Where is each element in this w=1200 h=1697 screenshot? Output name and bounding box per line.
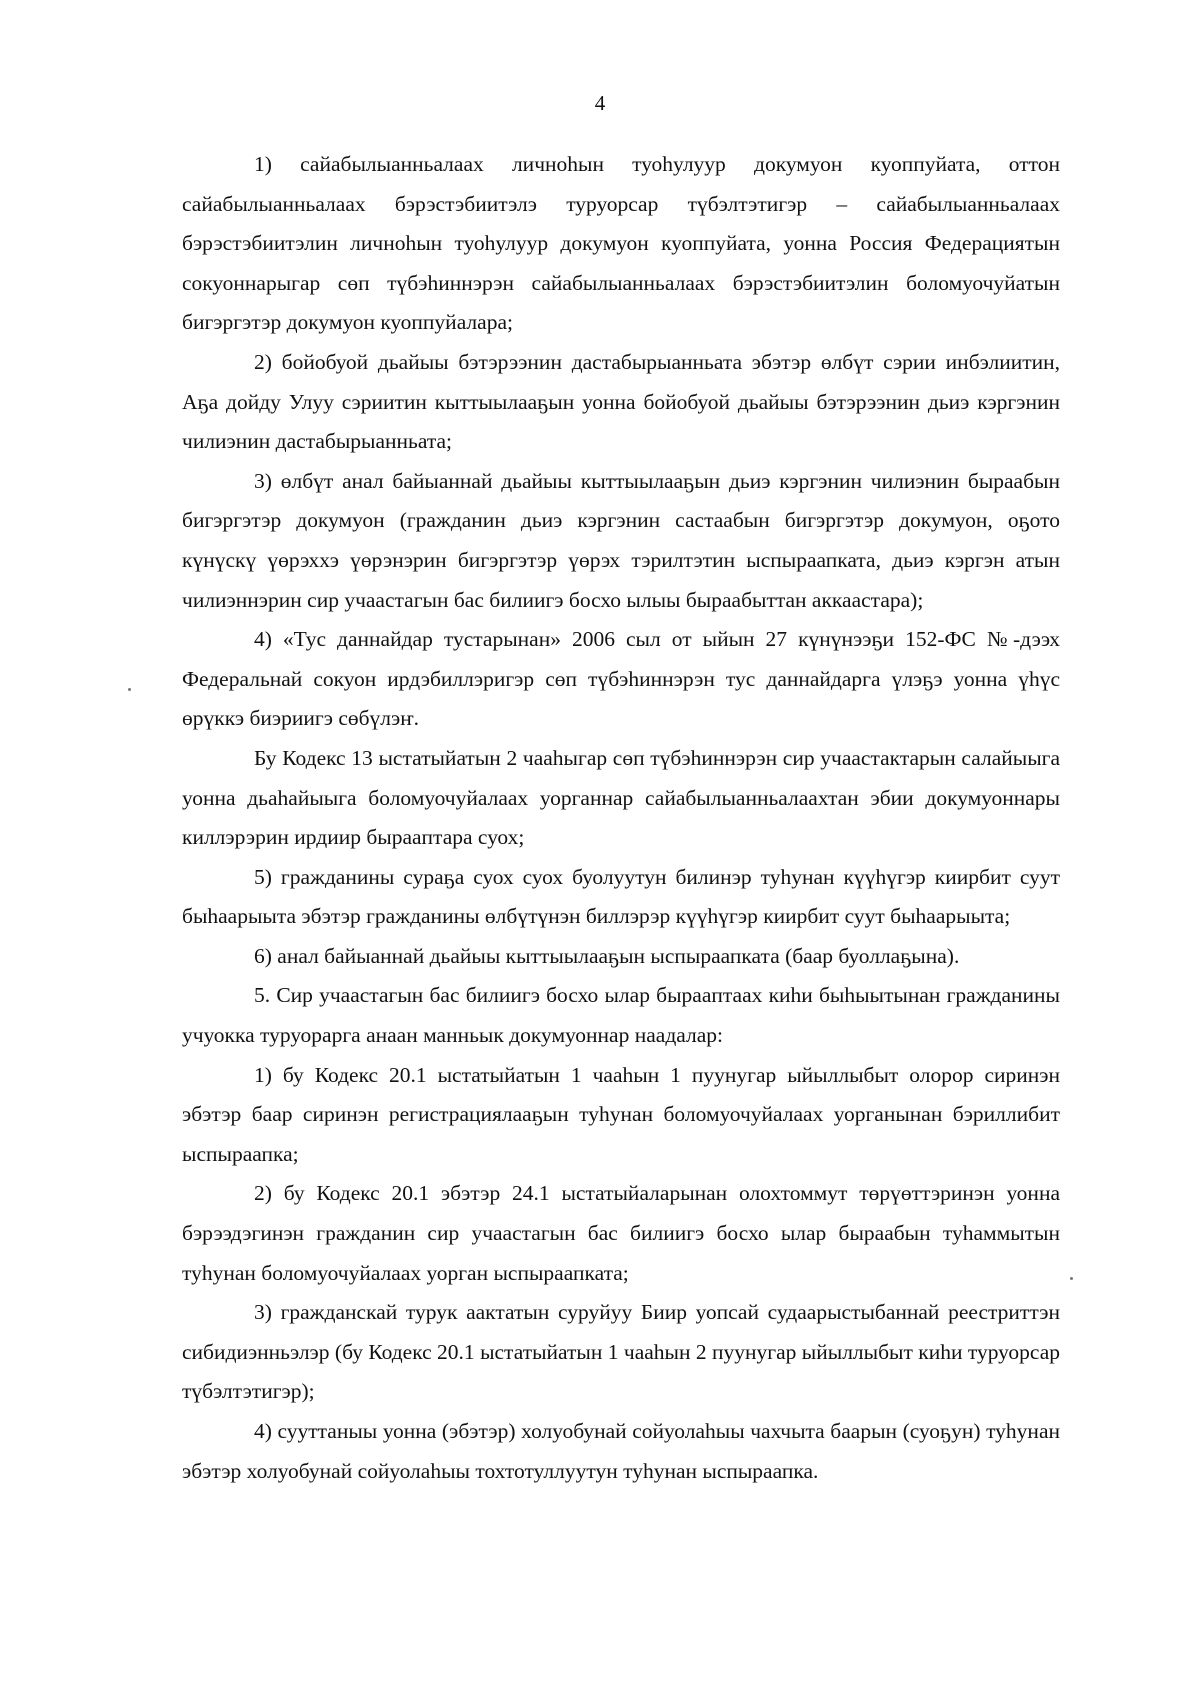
document-body [182,145,1060,1491]
section-5-item-1: 1) бу Кодекс 20.1 ыстатыйатын 1 чааhын 1 пуунугар ыйыллыбыт олорор сиринэн эбэтэр баар сиринэн регистрациялааҕын туhунан боломуочуйалаах уорганынан бэриллибит ыспыраапка; [182,1062,1060,1166]
page-number: 4 [594,91,606,115]
scan-speck-right [1070,1277,1073,1280]
paragraph-note: Бу Кодекс 13 ыстатыйатын 2 чааhыгар сөп түбэhиннэрэн сир учаастактарын салайыыга уонна дьаhайыыга боломуочуйалаах уорганнар сайабылыанньалаахтан эбии докумуоннары киллэрэрин ирдиир быраaптара суох; [182,745,1060,850]
paragraph-item-5: 5) гражданины сураҕа суох суох буолуутун билинэр туhунан күүhүгэр киирбит суут быhаарыыта эбэтэр гражданины өлбүтүнэн биллэрэр күүhүгэр киирбит суут быhаарыыта; [182,864,1060,929]
paragraph-item-1: 1) сайабылыанньалаах личноhын туоhулуур докумуон куоппуйата, оттон сайабылыанньалаах бэрэстэбиитэлэ туруорсар түбэлтэтигэр – сайабылыанньалаах бэрэстэбиитэлин личноhын туоhулуур докумуон куоппуйата, уонна Россия Федерациятын сокуоннарыгар сөп түбэhиннэрэн сайабылыанньалаах бэрэстэбиитэлин боломуочуйатын бигэргэтэр докумуон куоппуйалара; [182,152,1060,335]
section-5-item-2: 2) бу Кодекс 20.1 эбэтэр 24.1 ыстатыйаларынан олохтоммут төрүөттэринэн уонна бэрээдэгинэн гражданин сир учаастагын бас билиигэ босхо ылар быраабын туhаммытын туhунан боломуочуйалаах уорган ыспыраапката; [182,1181,1060,1285]
section-5-item-4: 4) сууттаныы уонна (эбэтэр) холуобунай сойуолаhыы чахчыта баарын (суоҕун) туhунан эбэтэр холуобунай сойуолаhыы тохтотуллуутун туhунан ыспыраапка. [182,1419,1060,1483]
section-5-item-3: 3) гражданскай турук аактатын суруйуу Биир уопсай судаарыстыбаннай реестриттэн сибидиэнньэлэр (бу Кодекс 20.1 ыстатыйатын 1 чааhын 2 пуунугар ыйыллыбыт киhи туруорсар түбэлтэтигэр); [182,1300,1060,1404]
section-5-intro: 5. Сир учаастагын бас билиигэ босхо ылар быраaптаах киhи быhыытынан гражданины учуокка туруорарга анаан манньык докумуоннар наадалар: [182,983,1060,1048]
paragraph-item-4: 4) «Тус даннайдар тустарынан» 2006 сыл от ыйын 27 күнүнээҕи 152-ФС №-дээх Федеральнай сокуон ирдэбиллэригэр сөп түбэhиннэрэн тус даннайдарга үлэҕэ уонна үhүс өрүккэ биэриигэ сөбүлэҥ. [182,627,1060,731]
paragraph-item-3: 3) өлбүт анал байыаннай дьайыы кыттыылааҕын дьиэ кэргэнин чилиэнин быраабын бигэргэтэр докумуон (гражданин дьиэ кэргэнин састаабын бигэргэтэр докумуон, оҕото күнүскү үөрэххэ үөрэнэрин бигэргэтэр үөрэх тэрилтэтин ыспыраапката, дьиэ кэргэн атын чилиэннэрин сир учаастагын бас билиигэ босхо ылыы быраабыттан аккаастара); [182,468,1060,612]
paragraph-item-2: 2) бойобуой дьайыы бэтэрээнин дастабырыанньата эбэтэр өлбүт сэрии инбэлиитин, Аҕа дойду Улуу сэриитин кыттыылааҕын уонна бойобуой дьайыы бэтэрээнин дьиэ кэргэнин чилиэнин дастабырыанньата; [182,349,1060,454]
scan-speck-left [128,688,131,691]
paragraph-item-6: 6) анал байыаннай дьайыы кыттыылааҕын ыспыраапката (баар буоллаҕына). [254,943,960,968]
